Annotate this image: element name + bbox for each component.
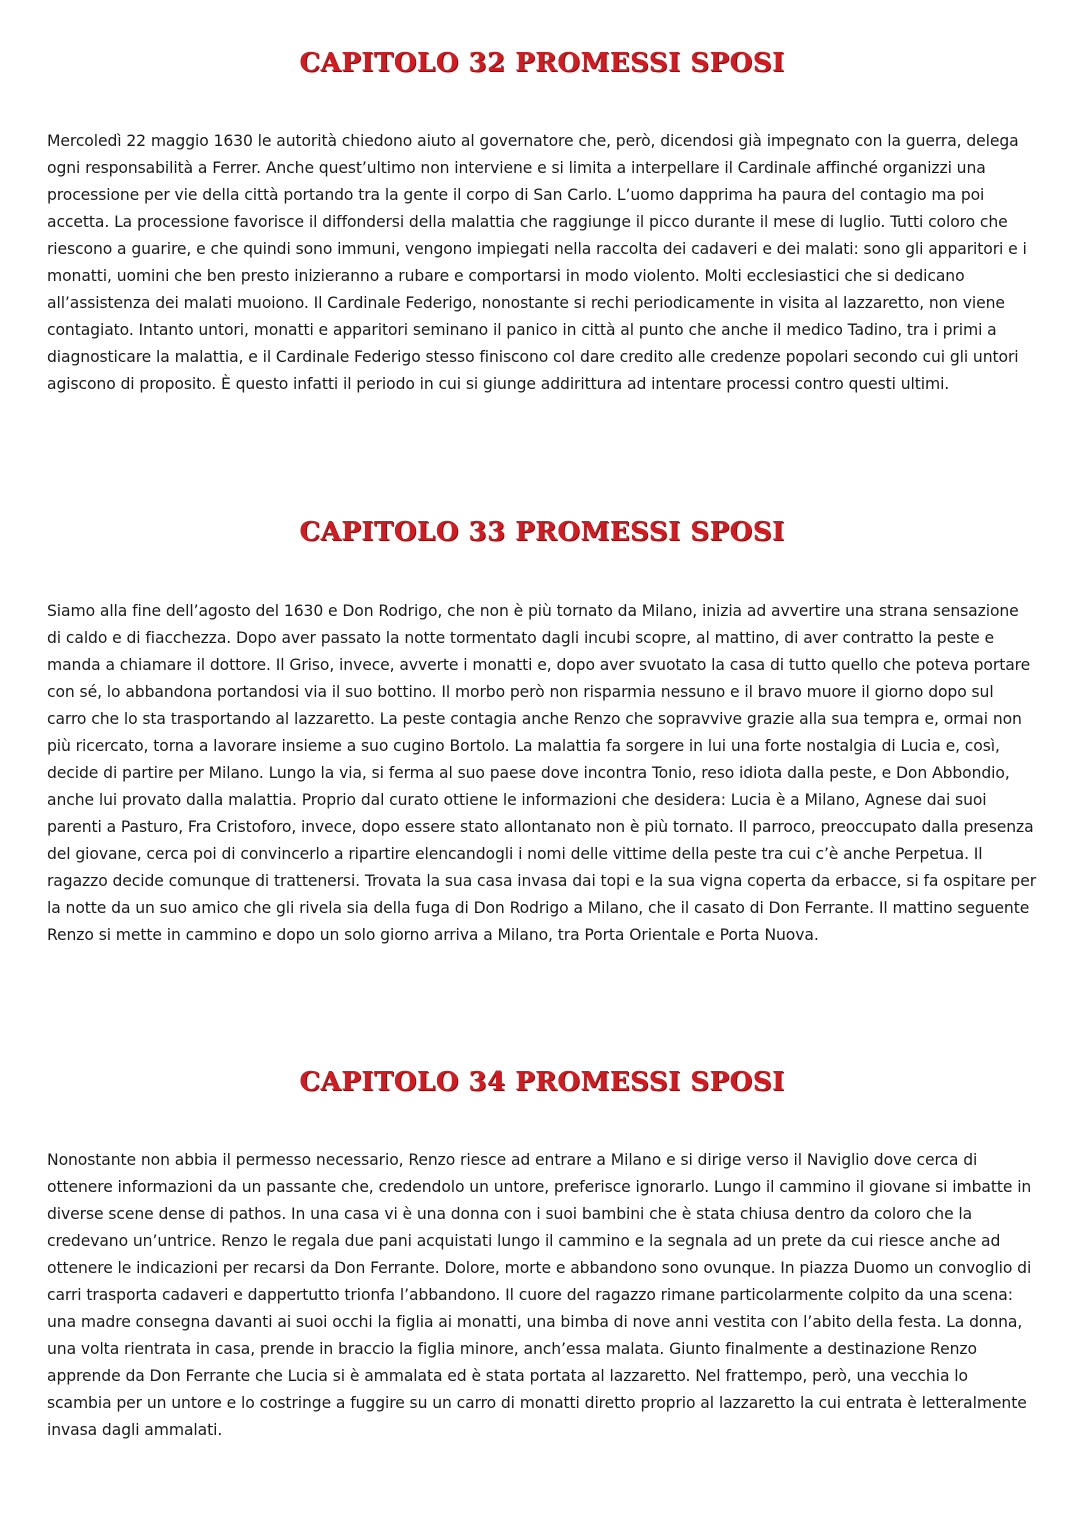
- chapter-33-title: CAPITOLO 33 PROMESSI SPOSI: [299, 517, 785, 547]
- chapter-32-title: CAPITOLO 32 PROMESSI SPOSI: [299, 48, 785, 78]
- chapter-33-section: [47, 517, 1037, 949]
- chapter-32-section: [47, 48, 1037, 398]
- chapter-34-summary: Nonostante non abbia il permesso necessario, Renzo riesce ad entrare a Milano e si dirige verso il Naviglio dove cerca di ottenere informazioni da un passante che, credendolo un untore, preferisce ignorarlo. Lungo il cammino il giovane si imbatte in diverse scene dense di pathos. In una casa vi è una donna con i suoi bambini che è stata chiusa dentro da coloro che la credevano un’untrice. Renzo le regala due pani acquistati lungo il cammino e la segnala ad un prete da cui riesce anche ad ottenere le indicazioni per recarsi da Don Ferrante. Dolore, morte e abbandono sono ovunque. In piazza Duomo un convoglio di carri trasporta cadaveri e dappertutto trionfa l’abbandono. Il cuore del ragazzo rimane particolarmente colpito da una scena: una madre consegna davanti ai suoi occhi la figlia ai monatti, una bimba di nove anni vestita con l’abito della festa. La donna, una volta rientrata in casa, prende in braccio la figlia minore, anch’essa malata. Giunto finalmente a destinazione Renzo apprende da Don Ferrante che Lucia si è ammalata ed è stata portata al lazzaretto. Nel frattempo, però, una vecchia lo scambia per un untore e lo costringe a fuggire su un carro di monatti diretto proprio al lazzaretto la cui entrata è letteralmente invasa dagli ammalati.: [47, 1151, 1032, 1439]
- chapter-34-title: CAPITOLO 34 PROMESSI SPOSI: [299, 1067, 785, 1097]
- chapter-32-summary: Mercoledì 22 maggio 1630 le autorità chiedono aiuto al governatore che, però, dicendosi già impegnato con la guerra, delega ogni responsabilità a Ferrer. Anche quest’ultimo non interviene e si limita a interpellare il Cardinale affinché organizzi una processione per vie della città portando tra la gente il corpo di San Carlo. L’uomo dapprima ha paura del contagio ma poi accetta. La processione favorisce il diffondersi della malattia che raggiunge il picco durante il mese di luglio. Tutti coloro che riescono a guarire, e che quindi sono immuni, vengono impiegati nella raccolta dei cadaveri e dei malati: sono gli apparitori e i monatti, uomini che ben presto inizieranno a rubare e comportarsi in modo violento. Molti ecclesiastici che si dedicano all’assistenza dei malati muoiono. Il Cardinale Federigo, nonostante si rechi periodicamente in visita al lazzaretto, non viene contagiato. Intanto untori, monatti e apparitori seminano il panico in città al punto che anche il medico Tadino, tra i primi a diagnosticare la malattia, e il Cardinale Federigo stesso finiscono col dare credito alle credenze popolari secondo cui gli untori agiscono di proposito. È questo infatti il periodo in cui si giunge addirittura ad intentare processi contro questi ultimi.: [47, 132, 1027, 393]
- chapter-34-section: [47, 1067, 1037, 1444]
- chapter-33-summary: Siamo alla fine dell’agosto del 1630 e Don Rodrigo, che non è più tornato da Milano, inizia ad avvertire una strana sensazione di caldo e di fiacchezza. Dopo aver passato la notte tormentato dagli incubi scopre, al mattino, di aver contratto la peste e manda a chiamare il dottore. Il Griso, invece, avverte i monatti e, dopo aver svuotato la casa di tutto quello che poteva portare con sé, lo abbandona portandosi via il suo bottino. Il morbo però non risparmia nessuno e il bravo muore il giorno dopo sul carro che lo sta trasportando al lazzaretto. La peste contagia anche Renzo che sopravvive grazie alla sua tempra e, ormai non più ricercato, torna a lavorare insieme a suo cugino Bortolo. La malattia fa sorgere in lui una forte nostalgia di Lucia e, così, decide di partire per Milano. Lungo la via, si ferma al suo paese dove incontra Tonio, reso idiota dalla peste, e Don Abbondio, anche lui provato dalla malattia. Proprio dal curato ottiene le informazioni che desidera: Lucia è a Milano, Agnese dai suoi parenti a Pasturo, Fra Cristoforo, invece, dopo essere stato allontanato non è più tornato. Il parroco, preoccupato dalla presenza del giovane, cerca poi di convincerlo a ripartire elencandogli i nomi delle vittime della peste tra cui c’è anche Perpetua. Il ragazzo decide comunque di trattenersi. Trovata la sua casa invasa dai topi e la sua vigna coperta da erbacce, si fa ospitare per la notte da un suo amico che gli rivela sia della fuga di Don Rodrigo a Milano, che il casato di Don Ferrante. Il mattino seguente Renzo si mette in cammino e dopo un solo giorno arriva a Milano, tra Porta Orientale e Porta Nuova.: [47, 602, 1037, 944]
